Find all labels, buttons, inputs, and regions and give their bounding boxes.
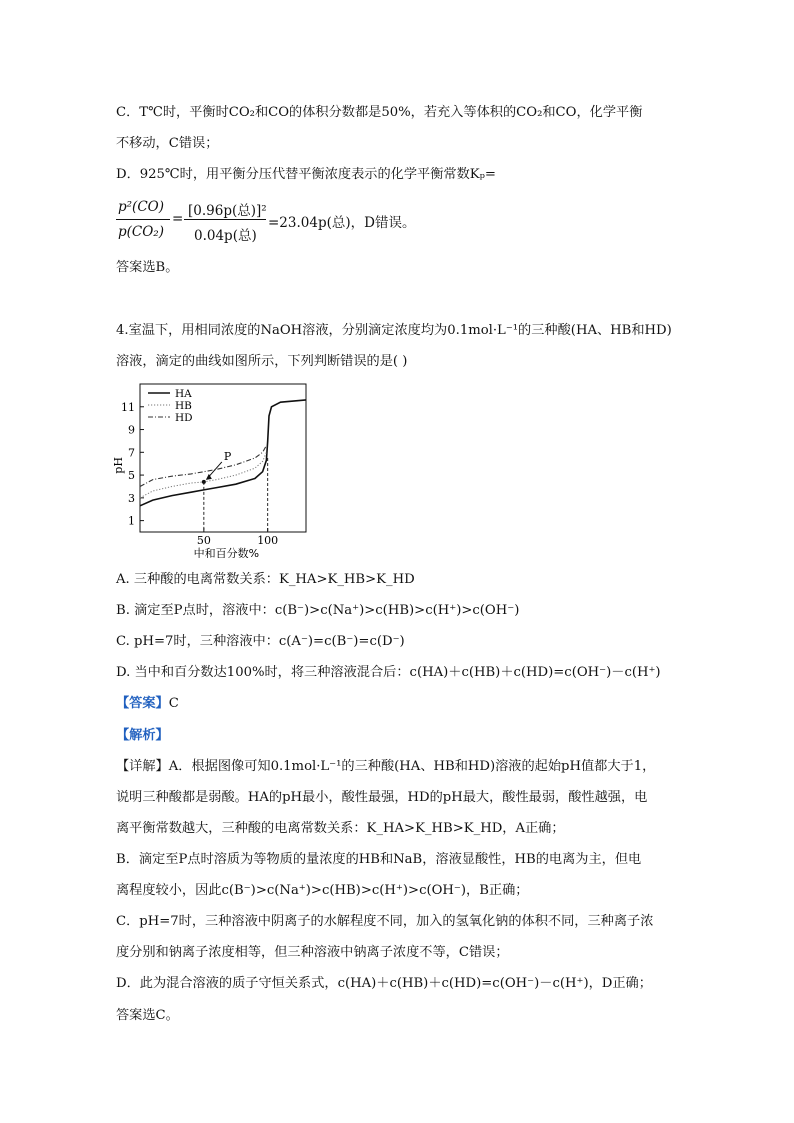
option-a: A. 三种酸的电离常数关系：K_HA>K_HB>K_HD	[116, 572, 415, 587]
equals-sign: =	[172, 211, 184, 227]
text-line-c1: C．T℃时，平衡时CO₂和CO的体积分数都是50%，若充入等体积的CO₂和CO，化学平衡	[116, 105, 643, 120]
x-tick-label-0: 50	[196, 534, 211, 547]
explain-line-4: B．滴定至P点时溶质为等物质的量浓度的HB和NaB，溶液显酸性，HB的电离为主，但电	[116, 852, 642, 867]
explain-line-2: 说明三种酸都是弱酸。HA的pH最小，酸性最强，HD的pH最大，酸性最弱，酸性越强，电	[116, 790, 648, 805]
y-tick-label-3: 7	[128, 446, 135, 460]
analysis-row	[116, 727, 169, 745]
analysis-label: 【解析】	[116, 728, 169, 743]
explain-line-3: 离平衡常数越大，三种酸的电离常数关系：K_HA>K_HB>K_HD，A正确；	[116, 821, 565, 836]
text-line-c2: 不移动，C错误；	[116, 136, 219, 151]
x-axis-label: 中和百分数%	[193, 547, 260, 558]
option-c: C. pH=7时，三种溶液中：c(A⁻)=c(B⁻)=c(D⁻)	[116, 634, 405, 649]
y-tick-label-0: 1	[128, 514, 135, 528]
explain-line-8: D．此为混合溶液的质子守恒关系式，c(HA)＋c(HB)＋c(HD)=c(OH⁻)－c(H⁺)，D正确；	[116, 976, 652, 991]
explain-line-5: 离程度较小，因此c(B⁻)>c(Na⁺)>c(HB)>c(H⁺)>c(OH⁻)，B正确；	[116, 883, 529, 898]
legend-label-hb: HB	[175, 400, 192, 412]
text-line-ans1: 答案选B。	[116, 260, 179, 275]
formula-numerator-1: p²(CO)	[118, 199, 164, 215]
point-p-label: P	[223, 449, 232, 463]
question-line-2: 溶液，滴定的曲线如图所示，下列判断错误的是( )	[116, 354, 408, 369]
formula-result: =23.04p(总)，D错误。	[268, 215, 416, 231]
explain-line-7: 度分别和钠离子浓度相等，但三种溶液中钠离子浓度不等，C错误；	[116, 945, 509, 960]
text-line-ans2: 答案选C。	[116, 1008, 179, 1023]
series-line-hb	[140, 449, 266, 498]
explain-line-6: C．pH=7时，三种溶液中阴离子的水解程度不同，加入的氢氧化钠的体积不同，三种离子浓	[116, 914, 654, 929]
legend-label-ha: HA	[175, 388, 192, 400]
option-d: D. 当中和百分数达100%时，将三种溶液混合后：c(HA)＋c(HB)＋c(HD)=c(OH⁻)－c(H⁺)	[116, 665, 661, 680]
y-tick-label-5: 11	[121, 400, 135, 414]
y-tick-label-4: 9	[128, 423, 135, 437]
answer-label: 【答案】	[116, 696, 169, 711]
x-tick-label-1: 100	[257, 534, 279, 547]
titration-chart	[112, 378, 312, 558]
legend-label-hd: HD	[175, 412, 193, 424]
formula-denominator-1: p(CO₂)	[118, 224, 164, 240]
y-tick-label-2: 5	[128, 469, 135, 483]
formula-denominator-2: 0.04p(总)	[194, 228, 257, 244]
text-line-d1: D．925℃时，用平衡分压代替平衡浓度表示的化学平衡常数Kₚ=	[116, 167, 496, 182]
answer-row	[116, 695, 179, 713]
fraction-bar-1	[116, 219, 170, 220]
explain-line-1: 【详解】A．根据图像可知0.1mol·L⁻¹的三种酸(HA、HB和HD)溶液的起始pH值都大于1，	[116, 759, 656, 774]
formula-numerator-2: [0.96p(总)]²	[188, 203, 267, 219]
fraction-bar-2	[184, 219, 266, 220]
option-b: B. 滴定至P点时，溶液中：c(B⁻)>c(Na⁺)>c(HB)>c(H⁺)>c(OH⁻)	[116, 603, 520, 618]
y-tick-label-1: 3	[128, 491, 135, 505]
y-axis-label: pH	[112, 457, 125, 474]
point-p-marker	[202, 480, 206, 484]
answer-value: C	[168, 696, 179, 711]
question-line-1: 4.室温下，用相同浓度的NaOH溶液，分别滴定浓度均为0.1mol·L⁻¹的三种酸(HA、HB和HD)	[116, 323, 672, 338]
